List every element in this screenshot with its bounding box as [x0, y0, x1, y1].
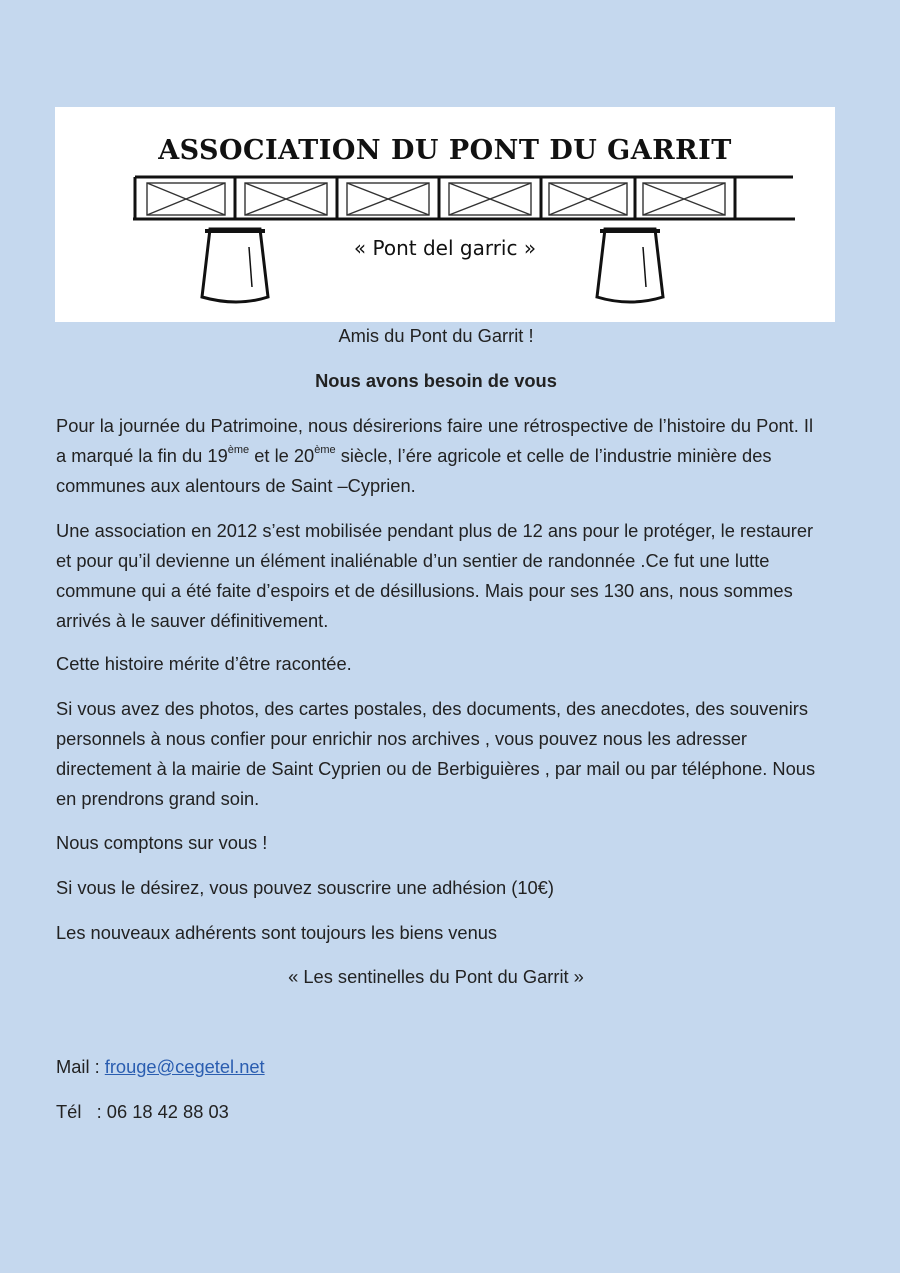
superscript-1: ème [227, 443, 250, 456]
greeting: Amis du Pont du Garrit ! [338, 325, 534, 346]
paragraph-count-on-you: Nous comptons sur vous ! [56, 832, 268, 853]
superscript-2: ème [314, 443, 336, 456]
paragraph-history-part-b: et le 20 [249, 445, 315, 466]
paragraph-request: Si vous avez des photos, des cartes postales, des documents, des anecdotes, des souvenirs personnels à nous confier pour enrichir nos archives , vous pouvez nous les adresser directement à la mairie de Saint Cyprien ou de Berbiguières , par mail ou par téléphone. Nous en prendrons grand soin. [56, 698, 816, 809]
signature: « Les sentinelles du Pont du Garrit » [288, 966, 584, 987]
logo-subtitle: « Pont del garric » [353, 236, 537, 260]
paragraph-association: Une association en 2012 s’est mobilisée pendant plus de 12 ans pour le protéger, le restaurer et pour qu’il devienne un élément inaliénable d’un sentier de randonnée .Ce fut une lutte commune qui a été faite d’espoirs et de désillusions. Mais pour ses 130 ans, nous sommes arrivés à le sauver définitivement. [56, 520, 814, 631]
tel-number: 06 18 42 88 03 [106, 1101, 229, 1122]
association-logo [55, 107, 835, 322]
heading: Nous avons besoin de vous [315, 370, 557, 391]
tel-label: Tél : [56, 1101, 107, 1122]
paragraph-history-part-a: Pour la journée du Patrimoine, nous désirerions faire une rétrospective de l’histoire du Pont. Il a marqué la fin du 19 [56, 415, 814, 466]
paragraph-story: Cette histoire mérite d’être racontée. [56, 653, 352, 674]
logo-title: ASSOCIATION DU PONT DU GARRIT [158, 135, 732, 166]
paragraph-history-part-c: siècle, l’ére agricole et celle de l’industrie minière des communes aux alentours de Saint –Cyprien. [56, 445, 772, 496]
paragraph-history [56, 411, 816, 501]
contact-mail [56, 1052, 816, 1082]
paragraph-membership: Si vous le désirez, vous pouvez souscrire une adhésion (10€) [56, 877, 554, 898]
bridge-drawing [55, 107, 835, 322]
mail-label: Mail : [56, 1056, 105, 1077]
contact-tel [56, 1097, 816, 1127]
mail-link[interactable]: frouge@cegetel.net [104, 1056, 265, 1077]
paragraph-new-members: Les nouveaux adhérents sont toujours les biens venus [56, 922, 498, 943]
